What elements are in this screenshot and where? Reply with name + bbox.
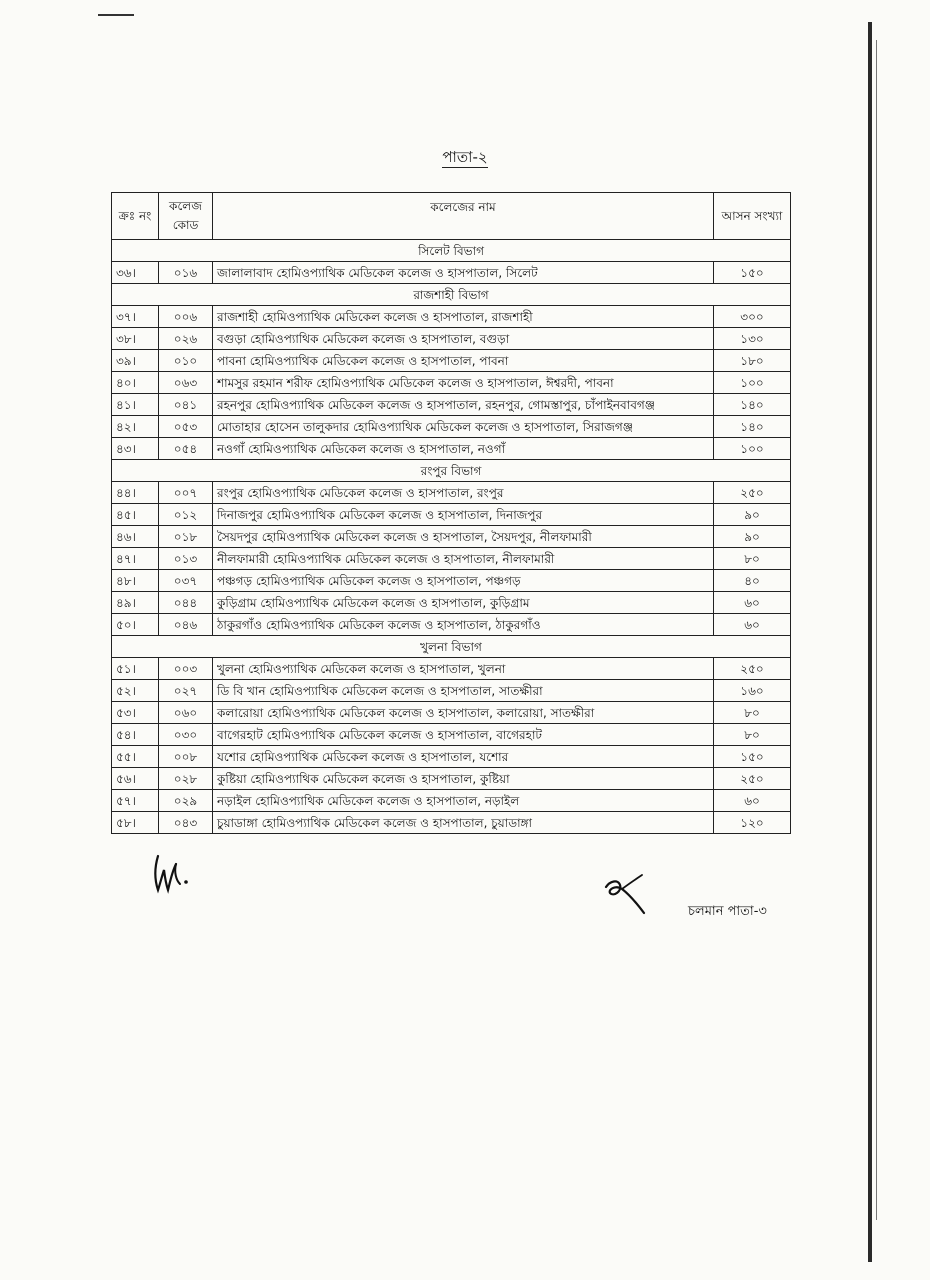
seats-cell: ১৮০ <box>714 350 791 372</box>
serial-cell: ৫৬। <box>112 768 159 790</box>
table-row <box>112 482 791 504</box>
division-row <box>112 284 791 306</box>
code-cell: ০৪৩ <box>159 812 213 834</box>
serial-cell: ৪৬। <box>112 526 159 548</box>
code-cell: ০৫৪ <box>159 438 213 460</box>
serial-cell: ৩৬। <box>112 262 159 284</box>
seats-cell: ৮০ <box>714 548 791 570</box>
college-name-cell: রাজশাহী হোমিওপ্যাথিক মেডিকেল কলেজ ও হাসপাতাল, রাজশাহী <box>213 306 714 328</box>
seats-cell: ১০০ <box>714 438 791 460</box>
college-name-cell: কলারোয়া হোমিওপ্যাথিক মেডিকেল কলেজ ও হাসপাতাল, কলারোয়া, সাতক্ষীরা <box>213 702 714 724</box>
page-edge-line-thin <box>876 40 877 1220</box>
serial-cell: ৫৪। <box>112 724 159 746</box>
college-name-cell: রহনপুর হোমিওপ্যাথিক মেডিকেল কলেজ ও হাসপাতাল, রহনপুর, গোমস্তাপুর, চাঁপাইনবাবগঞ্জ <box>213 394 714 416</box>
table-row <box>112 702 791 724</box>
seats-cell: ২৫০ <box>714 482 791 504</box>
code-cell: ০২৮ <box>159 768 213 790</box>
seats-cell: ৬০ <box>714 790 791 812</box>
division-row <box>112 460 791 482</box>
serial-cell: ৪৩। <box>112 438 159 460</box>
table-row <box>112 592 791 614</box>
college-name-cell: রংপুর হোমিওপ্যাথিক মেডিকেল কলেজ ও হাসপাতাল, রংপুর <box>213 482 714 504</box>
code-cell: ০৪১ <box>159 394 213 416</box>
table-row <box>112 438 791 460</box>
code-cell: ০১৬ <box>159 262 213 284</box>
college-name-cell: জালালাবাদ হোমিওপ্যাথিক মেডিকেল কলেজ ও হাসপাতাল, সিলেট <box>213 262 714 284</box>
table-row <box>112 614 791 636</box>
college-name-cell: মোতাহার হোসেন তালুকদার হোমিওপ্যাথিক মেডিকেল কলেজ ও হাসপাতাল, সিরাজগঞ্জ <box>213 416 714 438</box>
code-cell: ০০৬ <box>159 306 213 328</box>
seats-cell: ১৪০ <box>714 394 791 416</box>
table-row <box>112 306 791 328</box>
table-row <box>112 680 791 702</box>
table-row <box>112 746 791 768</box>
seats-cell: ৯০ <box>714 526 791 548</box>
seats-cell: ৩০০ <box>714 306 791 328</box>
page-title: পাতা-২ <box>442 148 488 166</box>
college-seat-table <box>111 192 791 834</box>
college-name-cell: পাবনা হোমিওপ্যাথিক মেডিকেল কলেজ ও হাসপাতাল, পাবনা <box>213 350 714 372</box>
seats-cell: ১২০ <box>714 812 791 834</box>
seats-cell: ১৫০ <box>714 746 791 768</box>
seats-cell: ১৩০ <box>714 328 791 350</box>
header-code: কলেজ কোড <box>159 193 213 240</box>
division-row <box>112 240 791 262</box>
seats-cell: ১৫০ <box>714 262 791 284</box>
serial-cell: ৫৩। <box>112 702 159 724</box>
scan-mark <box>98 14 134 16</box>
serial-cell: ৩৯। <box>112 350 159 372</box>
code-cell: ০০৭ <box>159 482 213 504</box>
college-name-cell: বগুড়া হোমিওপ্যাথিক মেডিকেল কলেজ ও হাসপাতাল, বগুড়া <box>213 328 714 350</box>
college-name-cell: কুড়িগ্রাম হোমিওপ্যাথিক মেডিকেল কলেজ ও হাসপাতাল, কুড়িগ্রাম <box>213 592 714 614</box>
code-cell: ০২৬ <box>159 328 213 350</box>
header-serial: ক্রঃ নং <box>112 193 159 240</box>
table-body <box>112 240 791 834</box>
continuation-note: চলমান পাতা-৩ <box>688 904 767 919</box>
serial-cell: ৩৭। <box>112 306 159 328</box>
college-name-cell: চুয়াডাঙ্গা হোমিওপ্যাথিক মেডিকেল কলেজ ও হাসপাতাল, চুয়াডাঙ্গা <box>213 812 714 834</box>
table-row <box>112 416 791 438</box>
table-row <box>112 790 791 812</box>
code-cell: ০৬০ <box>159 702 213 724</box>
code-cell: ০০৩ <box>159 658 213 680</box>
seats-cell: ১৬০ <box>714 680 791 702</box>
college-name-cell: দিনাজপুর হোমিওপ্যাথিক মেডিকেল কলেজ ও হাসপাতাল, দিনাজপুর <box>213 504 714 526</box>
serial-cell: ৫৭। <box>112 790 159 812</box>
serial-cell: ৫০। <box>112 614 159 636</box>
college-name-cell: খুলনা হোমিওপ্যাথিক মেডিকেল কলেজ ও হাসপাতাল, খুলনা <box>213 658 714 680</box>
table-row <box>112 570 791 592</box>
table-row <box>112 724 791 746</box>
code-cell: ০১০ <box>159 350 213 372</box>
division-row <box>112 636 791 658</box>
college-name-cell: শামসুর রহমান শরীফ হোমিওপ্যাথিক মেডিকেল কলেজ ও হাসপাতাল, ঈশ্বরদী, পাবনা <box>213 372 714 394</box>
table-row <box>112 504 791 526</box>
serial-cell: ৫৫। <box>112 746 159 768</box>
serial-cell: ৪৪। <box>112 482 159 504</box>
table-row <box>112 658 791 680</box>
college-name-cell: বাগেরহাট হোমিওপ্যাথিক মেডিকেল কলেজ ও হাসপাতাল, বাগেরহাট <box>213 724 714 746</box>
seats-cell: ১০০ <box>714 372 791 394</box>
serial-cell: ৫২। <box>112 680 159 702</box>
table-row <box>112 328 791 350</box>
code-cell: ০১২ <box>159 504 213 526</box>
seats-cell: ৮০ <box>714 724 791 746</box>
division-name: রংপুর বিভাগ <box>112 460 791 482</box>
serial-cell: ৪৭। <box>112 548 159 570</box>
college-name-cell: যশোর হোমিওপ্যাথিক মেডিকেল কলেজ ও হাসপাতাল, যশোর <box>213 746 714 768</box>
header-name: কলেজের নাম <box>213 193 714 240</box>
code-cell: ০৪৬ <box>159 614 213 636</box>
seats-cell: ৮০ <box>714 702 791 724</box>
code-cell: ০১৩ <box>159 548 213 570</box>
serial-cell: ৪২। <box>112 416 159 438</box>
division-name: খুলনা বিভাগ <box>112 636 791 658</box>
serial-cell: ৫৮। <box>112 812 159 834</box>
seats-cell: ২৫০ <box>714 768 791 790</box>
seats-cell: ৬০ <box>714 614 791 636</box>
serial-cell: ৪৯। <box>112 592 159 614</box>
serial-cell: ৫১। <box>112 658 159 680</box>
table-row <box>112 548 791 570</box>
college-name-cell: ঠাকুরগাঁও হোমিওপ্যাথিক মেডিকেল কলেজ ও হাসপাতাল, ঠাকুরগাঁও <box>213 614 714 636</box>
division-name: রাজশাহী বিভাগ <box>112 284 791 306</box>
code-cell: ০২৭ <box>159 680 213 702</box>
serial-cell: ৪০। <box>112 372 159 394</box>
page-edge-line <box>868 22 872 1262</box>
table-header-row <box>112 193 791 240</box>
serial-cell: ৪১। <box>112 394 159 416</box>
table-row <box>112 394 791 416</box>
college-name-cell: নড়াইল হোমিওপ্যাথিক মেডিকেল কলেজ ও হাসপাতাল, নড়াইল <box>213 790 714 812</box>
seats-cell: ১৪০ <box>714 416 791 438</box>
college-name-cell: নওগাঁ হোমিওপ্যাথিক মেডিকেল কলেজ ও হাসপাতাল, নওগাঁ <box>213 438 714 460</box>
table-row <box>112 812 791 834</box>
serial-cell: ৪৮। <box>112 570 159 592</box>
college-name-cell: নীলফামারী হোমিওপ্যাথিক মেডিকেল কলেজ ও হাসপাতাল, নীলফামারী <box>213 548 714 570</box>
seats-cell: ৬০ <box>714 592 791 614</box>
code-cell: ০৩০ <box>159 724 213 746</box>
code-cell: ০৫৩ <box>159 416 213 438</box>
seats-cell: ৪০ <box>714 570 791 592</box>
table-row <box>112 350 791 372</box>
table-row <box>112 262 791 284</box>
signature-right <box>600 873 648 917</box>
serial-cell: ৩৮। <box>112 328 159 350</box>
signature-left <box>150 850 195 898</box>
code-cell: ০০৮ <box>159 746 213 768</box>
table-row <box>112 526 791 548</box>
header-seats: আসন সংখ্যা <box>714 193 791 240</box>
college-name-cell: ডি বি খান হোমিওপ্যাথিক মেডিকেল কলেজ ও হাসপাতাল, সাতক্ষীরা <box>213 680 714 702</box>
code-cell: ০৪৪ <box>159 592 213 614</box>
college-name-cell: কুষ্টিয়া হোমিওপ্যাথিক মেডিকেল কলেজ ও হাসপাতাল, কুষ্টিয়া <box>213 768 714 790</box>
table-row <box>112 372 791 394</box>
serial-cell: ৪৫। <box>112 504 159 526</box>
code-cell: ০২৯ <box>159 790 213 812</box>
table-row <box>112 768 791 790</box>
seats-cell: ২৫০ <box>714 658 791 680</box>
code-cell: ০৩৭ <box>159 570 213 592</box>
seats-cell: ৯০ <box>714 504 791 526</box>
division-name: সিলেট বিভাগ <box>112 240 791 262</box>
college-name-cell: পঞ্চগড় হোমিওপ্যাথিক মেডিকেল কলেজ ও হাসপাতাল, পঞ্চগড় <box>213 570 714 592</box>
college-name-cell: সৈয়দপুর হোমিওপ্যাথিক মেডিকেল কলেজ ও হাসপাতাল, সৈয়দপুর, নীলফামারী <box>213 526 714 548</box>
code-cell: ০৬৩ <box>159 372 213 394</box>
code-cell: ০১৮ <box>159 526 213 548</box>
